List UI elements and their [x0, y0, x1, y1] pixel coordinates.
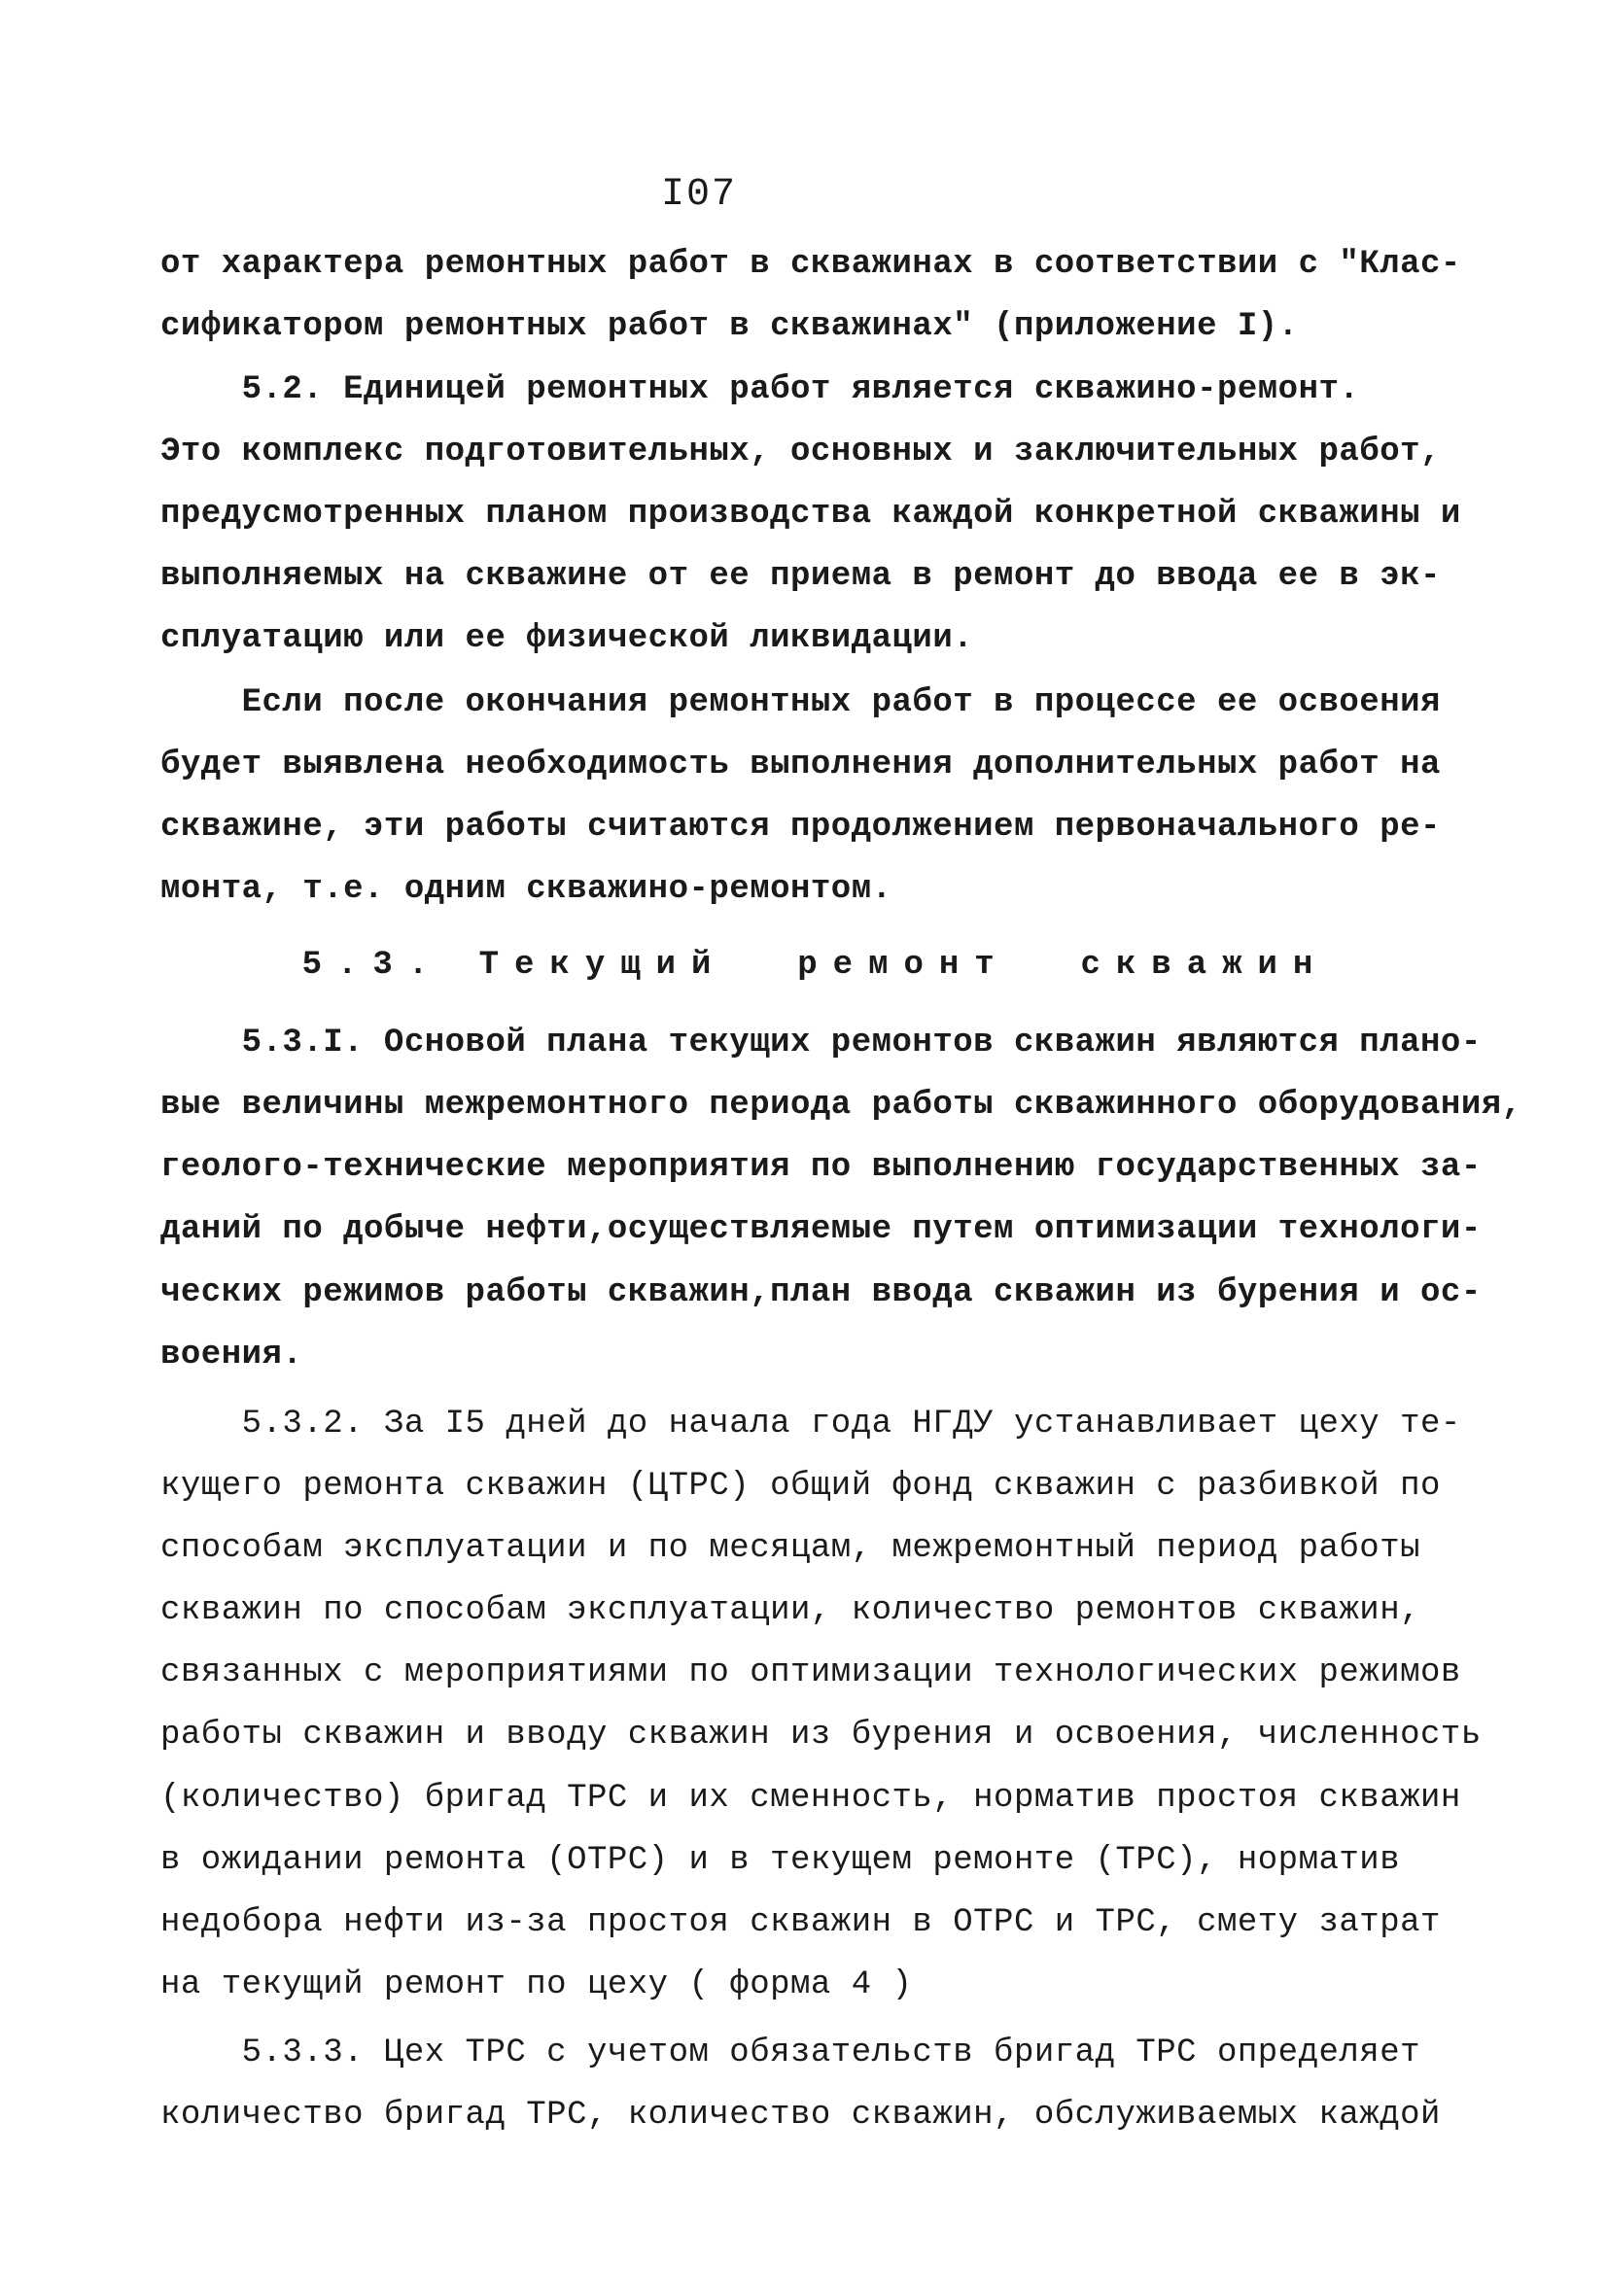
text-line: геолого-технические мероприятия по выполнению государственных за- — [160, 1149, 1482, 1186]
text-line: будет выявлена необходимость выполнения дополнительных работ на — [160, 747, 1441, 783]
text-line: Это комплекс подготовительных, основных и заключительных работ, — [160, 434, 1441, 470]
text-line: 5.2. Единицей ремонтных работ является скважино-ремонт. — [160, 371, 1360, 408]
text-line: выполняемых на скважине от ее приема в ремонт до ввода ее в эк- — [160, 558, 1441, 595]
text-line: количество бригад ТРС, количество скважин, обслуживаемых каждой — [160, 2097, 1441, 2134]
text-line: предусмотренных планом производства каждой конкретной скважины и — [160, 496, 1461, 533]
text-line: 5.3.3. Цех ТРС с учетом обязательств бригад ТРС определяет — [160, 2035, 1421, 2071]
text-line: на текущий ремонт по цеху ( форма 4 ) — [160, 1966, 913, 2003]
text-line: ческих режимов работы скважин,план ввода скважин из бурения и ос- — [160, 1274, 1482, 1311]
section-heading: 5.3. Текущий ремонт скважин — [160, 947, 1329, 984]
text-line: работы скважин и вводу скважин из бурения и освоения, численность — [160, 1717, 1482, 1754]
text-line: 5.3.2. За I5 дней до начала года НГДУ устанавливает цеху те- — [160, 1406, 1461, 1443]
page-number: I07 — [661, 173, 738, 217]
text-line: (количество) бригад ТРС и их сменность, норматив простоя скважин — [160, 1780, 1461, 1817]
text-line: от характера ремонтных работ в скважинах в соответствии с "Клас- — [160, 246, 1461, 283]
text-line: вые величины межремонтного периода работы скважинного оборудования, — [160, 1087, 1522, 1124]
text-line: сплуатацию или ее физической ликвидации. — [160, 620, 974, 657]
text-line: даний по добыче нефти,осуществляемые путем оптимизации технологи- — [160, 1211, 1482, 1248]
text-line: связанных с мероприятиями по оптимизации технологических режимов — [160, 1654, 1461, 1691]
text-line: скважин по способам эксплуатации, количество ремонтов скважин, — [160, 1592, 1421, 1629]
text-line: скважине, эти работы считаются продолжением первоначального ре- — [160, 809, 1441, 846]
text-line: недобора нефти из-за простоя скважин в ОТРС и ТРС, смету затрат — [160, 1904, 1441, 1941]
text-line: сификатором ремонтных работ в скважинах" (приложение I). — [160, 308, 1299, 345]
text-line: Если после окончания ремонтных работ в процессе ее освоения — [160, 684, 1441, 721]
text-line: способам эксплуатации и по месяцам, межремонтный период работы — [160, 1530, 1421, 1567]
text-line: воения. — [160, 1337, 303, 1374]
text-line: кущего ремонта скважин (ЦТРС) общий фонд скважин с разбивкой по — [160, 1468, 1441, 1505]
text-line: в ожидании ремонта (ОТРС) и в текущем ремонте (ТРС), норматив — [160, 1842, 1401, 1879]
text-line: 5.3.I. Основой плана текущих ремонтов скважин являются плано- — [160, 1025, 1482, 1061]
text-line: монта, т.е. одним скважино-ремонтом. — [160, 871, 892, 908]
